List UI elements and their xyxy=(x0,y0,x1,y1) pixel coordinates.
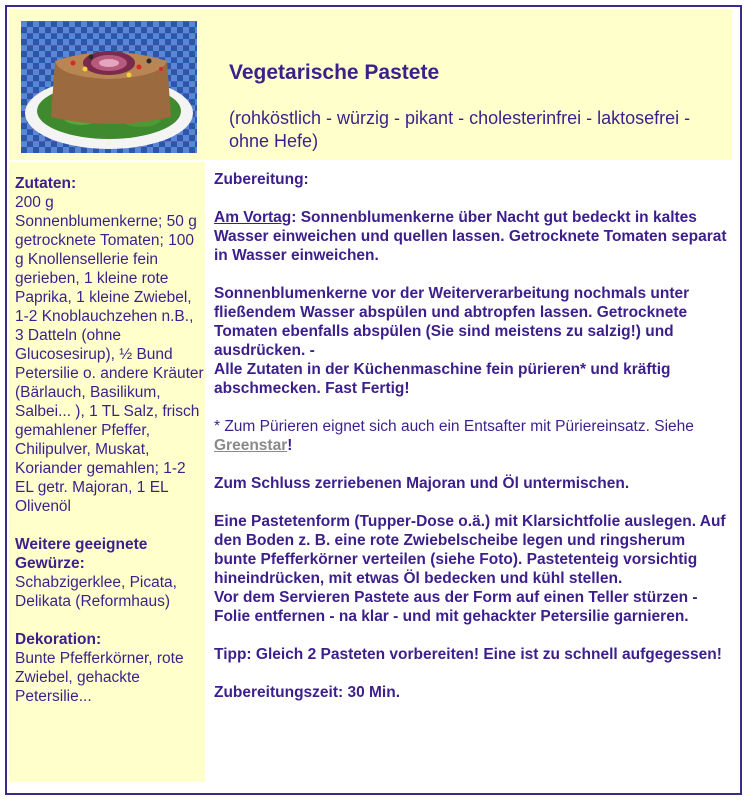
recipe-header xyxy=(9,9,732,160)
decoration-list: Bunte Pfefferkörner, rote Zwiebel, gehackte Petersilie... xyxy=(15,650,184,705)
pate-photo-illustration xyxy=(21,21,197,153)
preparation-step-form xyxy=(214,512,729,626)
prep-time: Zubereitungszeit: 30 Min. xyxy=(214,684,401,701)
step2-text: Sonnenblumenkerne vor der Weiterverarbeitung nochmals unter fließendem Wasser abspülen und abtropfen lassen. Getrocknete Tomaten ebenfalls abspülen (Sie sind meistens zu salzig!) und ausdrücken. - xyxy=(214,285,690,359)
ingredients-list: 200 g Sonnenblumenkerne; 50 g getrocknete Tomaten; 100 g Knollensellerie fein gerieben, 1 kleine rote Paprika, 1 kleine Zwiebel, 1-2 Knoblauchzehen n.B., 3 Datteln (ohne Glucosesirup), ½ Bund Petersilie o. andere Kräuter (Bärlauch, Basilikum, Salbei... ), 1 TL Salz, frisch gemahlener Pfeffer, Chilipulver, Muskat, Koriander gemahlen; 1-2 EL getr. Majoran, 1 EL Olivenöl xyxy=(15,194,204,515)
footnote xyxy=(214,417,729,455)
tip-text: Tipp: Gleich 2 Pasteten vorbereiten! Eine ist zu schnell aufgegessen! xyxy=(214,646,722,663)
recipe-subtitle: (rohköstlich - würzig - pikant - cholesterinfrei - laktosefrei - ohne Hefe) xyxy=(229,108,691,151)
footnote-end: ! xyxy=(287,437,293,454)
spices-list: Schabzigerklee, Picata, Delikata (Reformhaus) xyxy=(15,574,177,610)
ingredients-heading: Zutaten: xyxy=(15,175,77,192)
preparation-step-rinse xyxy=(214,284,729,398)
footnote-text: * Zum Pürieren eignet sich auch ein Entsafter mit Püriereinsatz. Siehe xyxy=(214,418,694,435)
vortag-text: : Sonnenblumenkerne über Nacht gut bedeckt in kaltes Wasser einweichen und quellen lassen. Getrocknete Tomaten separat in Wasser einweichen. xyxy=(214,209,727,264)
step3-text: Alle Zutaten in der Küchenmaschine fein pürieren* und kräftig abschmecken. Fast Fertig! xyxy=(214,361,671,397)
step4-text: Zum Schluss zerriebenen Majoran und Öl untermischen. xyxy=(214,475,630,492)
preparation-step-vortag xyxy=(214,208,729,265)
preparation-heading: Zubereitung: xyxy=(214,171,309,188)
vortag-label: Am Vortag xyxy=(214,209,292,226)
spices-heading: Weitere geeignete Gewürze: xyxy=(15,536,148,572)
step5a-text: Eine Pastetenform (Tupper-Dose o.ä.) mit Klarsichtfolie auslegen. Auf den Boden z. B. eine rote Zwiebelscheibe legen und ringsherum bunte Pfefferkörner verteilen (siehe Foto). Pastetenteig vorsichtig hineindrücken, mit etwas Öl bedecken und kühl stellen. xyxy=(214,513,726,587)
pate-photo xyxy=(21,21,197,153)
decoration-heading: Dekoration: xyxy=(15,631,102,648)
preparation-panel xyxy=(214,170,729,721)
recipe-title: Vegetarische Pastete xyxy=(229,61,440,84)
step5b-text: Vor dem Servieren Pastete aus der Form auf einen Teller stürzen - Folie entfernen - na klar - und mit gehackter Petersilie garnieren. xyxy=(214,589,698,625)
ingredients-panel xyxy=(9,162,205,782)
greenstar-link[interactable]: Greenstar xyxy=(214,437,288,454)
